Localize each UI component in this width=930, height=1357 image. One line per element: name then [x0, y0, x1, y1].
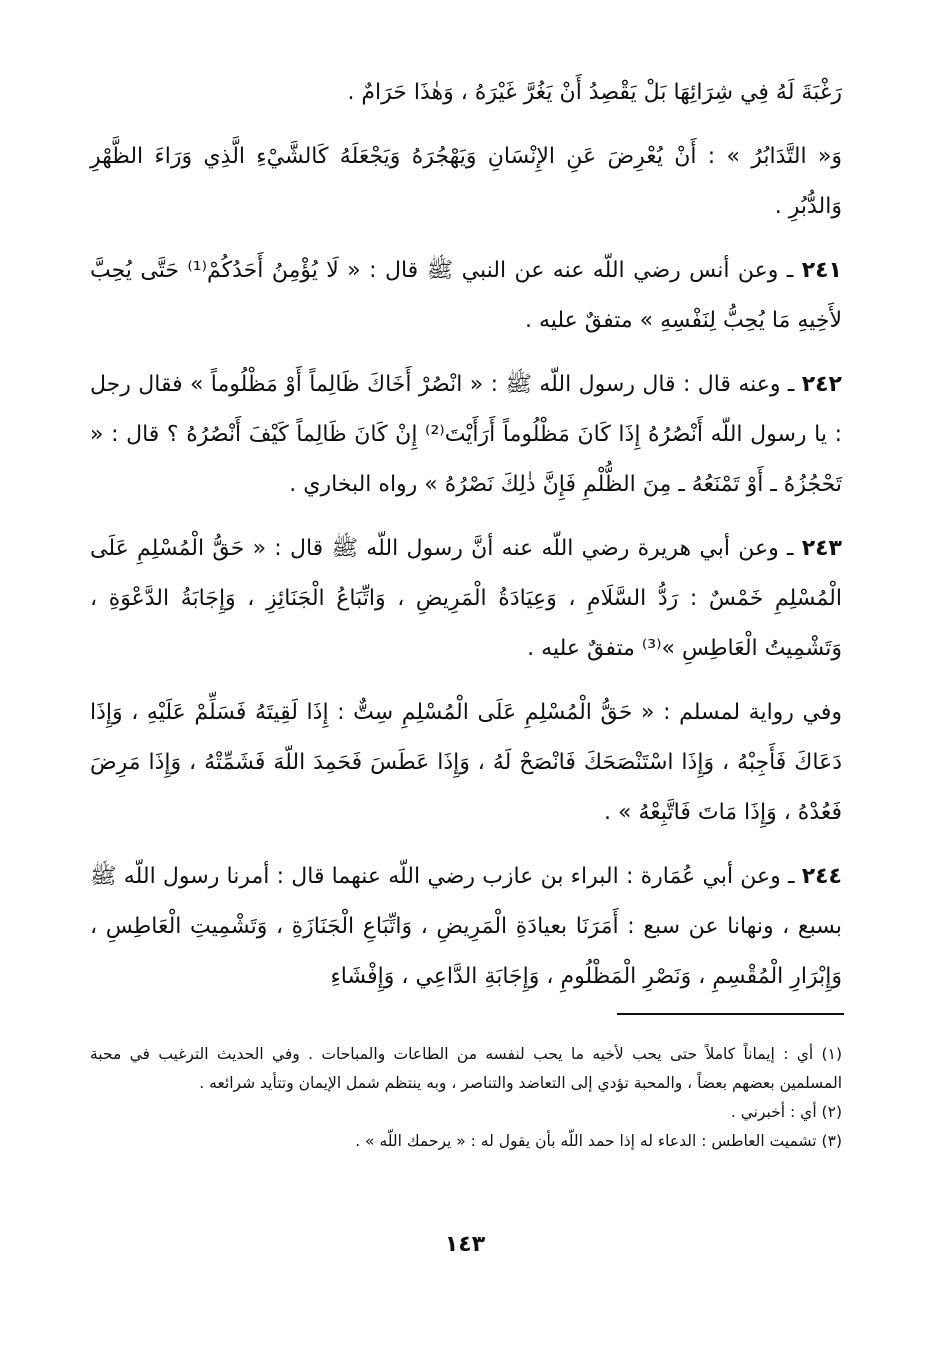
footnote-2: (٢) أي : أخبرني . — [730, 1103, 842, 1121]
hadith-242 — [90, 360, 842, 510]
paragraph-continuation: رَغْبَةَ لَهُ فِي شِرَائِهَا بَلْ يَقْصِدُ أَنْ يَغُرَّ غَيْرَهُ ، وَهٰذَا حَرَامٌ . — [347, 80, 842, 105]
hadith-number: ٢٤٣ — [801, 536, 842, 561]
hadith-number: ٢٤٢ — [801, 372, 842, 397]
muslim-narration: وفي رواية لمسلم : « حَقُّ الْمُسْلِمِ عَلَى الْمُسْلِمِ سِتٌّ : إِذَا لَقِيتَهُ فَسَلِّمْ عَلَيْهِ ، وَإِذَا دَعَاكَ فَأَجِبْهُ ، وَإِذَا اسْتَنْصَحَكَ فَانْصَحْ لَهُ ، وَإِذَا عَطَسَ فَحَمِدَ اللّهَ فَشَمِّتْهُ ، وَإِذَا مَرِضَ فَعُدْهُ ، وَإِذَا مَاتَ فَاتَّبِعْهُ » . — [90, 700, 842, 825]
footnote-1: (١) أي : إيماناً كاملاً حتى يحب لأخيه ما يحب لنفسه من الطاعات والمباحات . وفي الحديث الترغيب في محبة المسلمين بعضهم بعضاً ، والمحبة تؤدي إلى التعاضد والتناصر ، وبه ينتظم شمل الإيمان وتتأيد شرائعه . — [90, 1045, 842, 1092]
hadith-243 — [90, 524, 842, 674]
paragraph-tadabur: وَ« التَّدَابُرُ » : أَنْ يُعْرِضَ عَنِ الإِنْسَانِ وَيَهْجُرَهُ وَيَجْعَلَهُ كَالشَّيْءِ الَّذِي وَرَاءَ الظَّهْرِ وَالدُّبُرِ . — [90, 144, 842, 219]
hadith-text: ـ وعن أنس رضي اللّه عنه عن النبي ﷺ قال : « لَا يُؤْمِنُ أَحَدُكُمْ⁽¹⁾ حَتَّى يُحِبَّ لأَخِيهِ مَا يُحِبُّ لِنَفْسِهِ » متفقٌ عليه . — [90, 258, 842, 333]
footnote-divider — [617, 1013, 844, 1015]
hadith-241 — [90, 246, 842, 346]
hadith-text: ـ وعن أبي هريرة رضي اللّه عنه أنَّ رسول اللّه ﷺ قال : « حَقُّ الْمُسْلِمِ عَلَى الْمُسْلِمِ خَمْسٌ : رَدُّ السَّلَامِ ، وَعِيَادَةُ الْمَرِيضِ ، وَاتِّبَاعُ الْجَنَائِزِ ، وَإِجَابَةُ الدَّعْوَةِ ، وَتَشْمِيتُ الْعَاطِسِ »⁽³⁾ متفقٌ عليه . — [90, 536, 842, 661]
footnotes — [90, 1040, 842, 1156]
main-text — [90, 68, 842, 1002]
hadith-text: ـ وعنه قال : قال رسول اللّه ﷺ : « انْصُرْ أَخَاكَ ظَالِماً أَوْ مَظْلُوماً » فقال رجل : يا رسول اللّه أَنْصُرُهُ إِذَا كَانَ مَظْلُوماً أَرَأَيْتَ⁽²⁾ إِنْ كَانَ ظَالِماً كَيْفَ أَنْصُرُهُ ؟ قال : « تَحْجُزُهُ ـ أَوْ تَمْنَعُهُ ـ مِنَ الظُّلْمِ فَإِنَّ ذٰلِكَ نَصْرُهُ » رواه البخاري . — [90, 372, 842, 497]
hadith-244 — [90, 852, 842, 1002]
hadith-number: ٢٤٤ — [801, 864, 842, 889]
hadith-number: ٢٤١ — [801, 258, 842, 283]
footnote-3: (٣) تشميت العاطس : الدعاء له إذا حمد اللّه بأن يقول له : « يرحمك اللّه » . — [355, 1132, 842, 1150]
page-number: ١٤٣ — [444, 1232, 486, 1257]
hadith-text: ـ وعن أبي عُمَارة : البراء بن عازب رضي اللّه عنهما قال : أمرنا رسول اللّه ﷺ بسبع ، ونهانا عن سبع : أَمَرَنَا بعيادَةِ الْمَرِيضِ ، وَاتِّبَاعِ الْجَنَازَةِ ، وَتَشْمِيتِ الْعَاطِسِ ، وَإِبْرَارِ الْمُقْسِمِ ، وَنَصْرِ الْمَظْلُومِ ، وَإِجَابَةِ الدَّاعِي ، وَإِفْشَاءِ — [90, 864, 842, 989]
